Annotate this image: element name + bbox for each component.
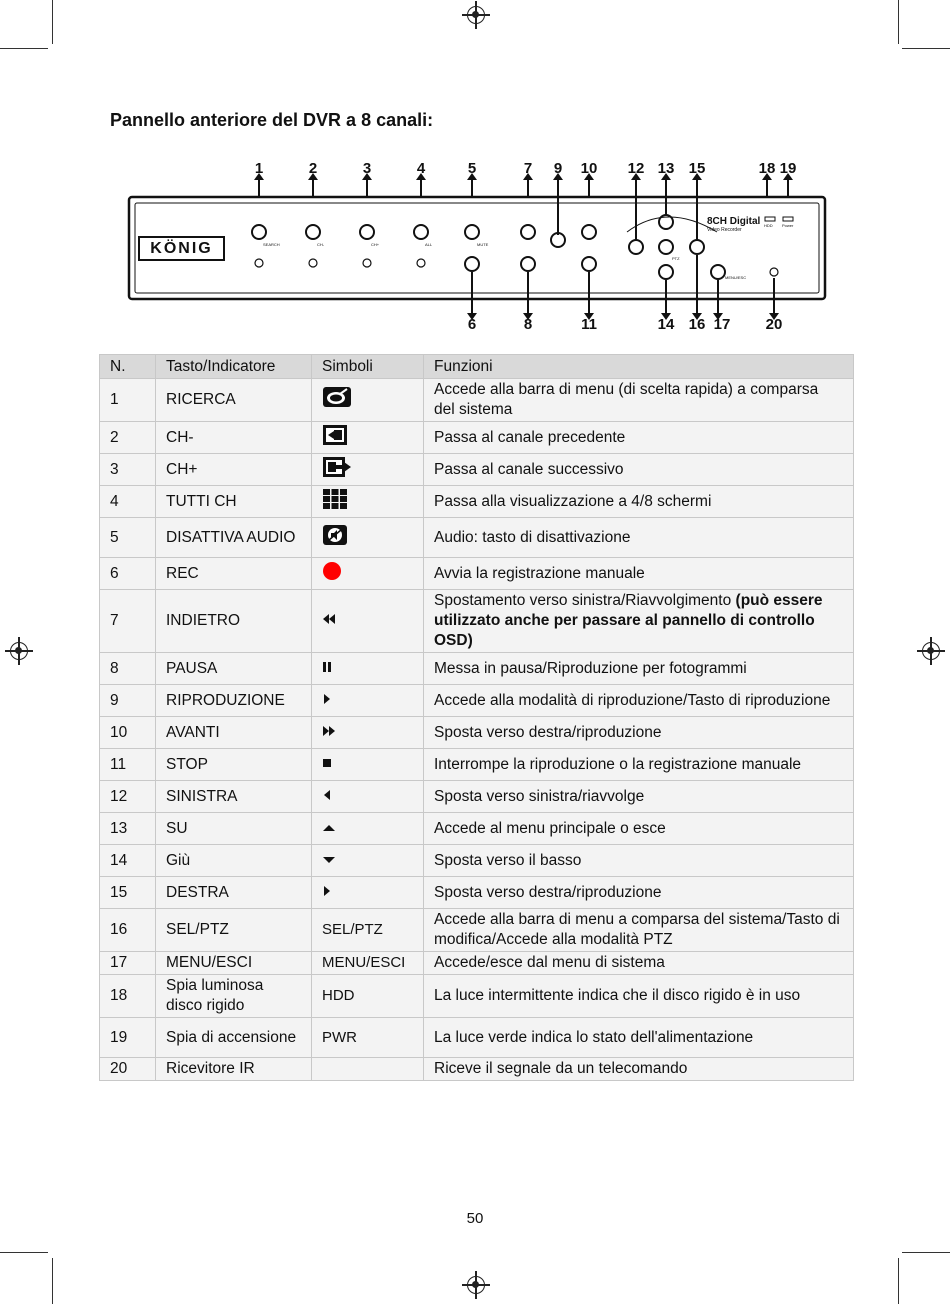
table-row bbox=[100, 653, 854, 685]
table-row bbox=[100, 781, 854, 813]
callout-6: 6 bbox=[467, 316, 477, 333]
table-row bbox=[100, 749, 854, 781]
row-function bbox=[424, 975, 854, 1018]
row-key-name: RICERCA bbox=[156, 379, 312, 422]
table-row bbox=[100, 717, 854, 749]
row-number: 3 bbox=[100, 454, 156, 486]
row-key-name: STOP bbox=[156, 749, 312, 781]
panel-label-all: ALL bbox=[425, 242, 433, 247]
up-icon bbox=[322, 823, 336, 833]
row-function bbox=[424, 749, 854, 781]
play-icon bbox=[322, 693, 332, 705]
page-number: 50 bbox=[466, 1210, 484, 1227]
header-function: Funzioni bbox=[424, 355, 854, 379]
row-symbol bbox=[312, 975, 424, 1018]
row-number: 11 bbox=[100, 749, 156, 781]
function-text: Spostamento verso sinistra/Riavvolgimento bbox=[434, 592, 736, 609]
table-row bbox=[100, 1018, 854, 1058]
row-function bbox=[424, 454, 854, 486]
row-symbol bbox=[312, 1018, 424, 1058]
table-row bbox=[100, 379, 854, 422]
header-symbol: Simboli bbox=[312, 355, 424, 379]
panel-label-mute: MUTE bbox=[477, 242, 489, 247]
crop-mark bbox=[0, 1252, 48, 1253]
dvr-front-panel-diagram bbox=[127, 160, 827, 335]
panel-model-sublabel: Video Recorder bbox=[707, 227, 742, 233]
search-icon bbox=[322, 386, 352, 408]
row-function bbox=[424, 590, 854, 653]
row-symbol bbox=[312, 717, 424, 749]
row-number: 15 bbox=[100, 877, 156, 909]
callout-11: 11 bbox=[581, 316, 597, 333]
table-row bbox=[100, 975, 854, 1018]
callout-15: 15 bbox=[688, 160, 706, 177]
table-row bbox=[100, 558, 854, 590]
row-function bbox=[424, 845, 854, 877]
symbol-text: SEL/PTZ bbox=[322, 921, 383, 938]
row-key-name: CH- bbox=[156, 422, 312, 454]
table-row bbox=[100, 909, 854, 952]
left-icon bbox=[322, 789, 332, 801]
function-text: Accede al menu principale o esce bbox=[434, 819, 666, 837]
row-function bbox=[424, 781, 854, 813]
callout-7: 7 bbox=[523, 160, 533, 177]
callout-17: 17 bbox=[713, 316, 731, 333]
table-row bbox=[100, 952, 854, 975]
row-number: 20 bbox=[100, 1058, 156, 1081]
row-number: 2 bbox=[100, 422, 156, 454]
callout-1: 1 bbox=[254, 160, 264, 177]
header-number: N. bbox=[100, 355, 156, 379]
row-number: 5 bbox=[100, 518, 156, 558]
table-row bbox=[100, 845, 854, 877]
table-row bbox=[100, 518, 854, 558]
table-header-row bbox=[100, 355, 854, 379]
crop-mark bbox=[902, 1252, 950, 1253]
stop-icon bbox=[322, 757, 332, 769]
callout-5: 5 bbox=[467, 160, 477, 177]
row-symbol bbox=[312, 749, 424, 781]
function-text: Messa in pausa/Riproduzione per fotogrammi bbox=[434, 659, 747, 677]
row-function bbox=[424, 1058, 854, 1081]
function-text: Interrompe la riproduzione o la registrazione manuale bbox=[434, 755, 802, 773]
row-symbol bbox=[312, 486, 424, 518]
symbol-text: PWR bbox=[322, 1028, 357, 1046]
row-key-name: CH+ bbox=[156, 454, 312, 486]
row-number: 14 bbox=[100, 845, 156, 877]
channel-down-icon bbox=[322, 424, 348, 446]
table-row bbox=[100, 454, 854, 486]
function-text: Sposta verso destra/riproduzione bbox=[434, 723, 662, 741]
callout-18: 18 bbox=[758, 160, 776, 177]
row-function bbox=[424, 379, 854, 422]
row-function bbox=[424, 877, 854, 909]
callout-9: 9 bbox=[553, 160, 563, 177]
row-function bbox=[424, 558, 854, 590]
row-symbol bbox=[312, 952, 424, 975]
row-number: 4 bbox=[100, 486, 156, 518]
dvr-front-panel-drawing bbox=[127, 160, 827, 335]
callout-16: 16 bbox=[688, 316, 706, 333]
function-text: La luce verde indica lo stato dell'alimentazione bbox=[434, 1028, 754, 1046]
row-symbol bbox=[312, 454, 424, 486]
symbol-text: MENU/ESCI bbox=[322, 954, 406, 971]
row-key-name: MENU/ESCI bbox=[156, 952, 312, 975]
row-symbol bbox=[312, 877, 424, 909]
row-symbol bbox=[312, 909, 424, 952]
row-symbol bbox=[312, 379, 424, 422]
row-symbol bbox=[312, 590, 424, 653]
registration-mark-icon bbox=[467, 6, 485, 24]
panel-label-search: SEARCH bbox=[263, 242, 280, 247]
crop-mark bbox=[902, 48, 950, 49]
panel-label-ch-up: CH+ bbox=[371, 242, 380, 247]
function-text: Riceve il segnale da un telecomando bbox=[434, 1060, 688, 1077]
row-key-name: Spia luminosa disco rigido bbox=[156, 975, 312, 1018]
row-function bbox=[424, 422, 854, 454]
callout-20: 20 bbox=[765, 316, 783, 333]
registration-mark-icon bbox=[467, 1276, 485, 1294]
row-key-name: SINISTRA bbox=[156, 781, 312, 813]
table-row bbox=[100, 685, 854, 717]
table-row bbox=[100, 590, 854, 653]
table-row bbox=[100, 422, 854, 454]
row-number: 9 bbox=[100, 685, 156, 717]
row-symbol bbox=[312, 558, 424, 590]
row-symbol bbox=[312, 422, 424, 454]
crop-mark bbox=[52, 0, 53, 44]
row-number: 19 bbox=[100, 1018, 156, 1058]
crop-mark bbox=[0, 48, 48, 49]
function-text: La luce intermittente indica che il disco rigido è in uso bbox=[434, 987, 801, 1004]
panel-label-hdd: HDD bbox=[764, 223, 773, 228]
row-number: 8 bbox=[100, 653, 156, 685]
crop-mark bbox=[52, 1258, 53, 1304]
row-function bbox=[424, 813, 854, 845]
table-row bbox=[100, 877, 854, 909]
function-text: Sposta verso sinistra/riavvolge bbox=[434, 787, 645, 805]
pause-icon bbox=[322, 661, 332, 673]
row-key-name: Spia di accensione bbox=[156, 1018, 312, 1058]
panel-label-menu: MENU/ESC bbox=[725, 275, 747, 280]
row-function bbox=[424, 486, 854, 518]
row-number: 1 bbox=[100, 379, 156, 422]
row-function bbox=[424, 518, 854, 558]
callout-4: 4 bbox=[416, 160, 426, 177]
row-key-name: Giù bbox=[156, 845, 312, 877]
function-text: Passa al canale successivo bbox=[434, 460, 624, 478]
panel-label-ptz: PTZ bbox=[672, 256, 680, 261]
row-key-name: SU bbox=[156, 813, 312, 845]
table-row bbox=[100, 1058, 854, 1081]
row-number: 6 bbox=[100, 558, 156, 590]
row-symbol bbox=[312, 845, 424, 877]
panel-model-label: 8CH Digital bbox=[707, 216, 761, 227]
row-number: 13 bbox=[100, 813, 156, 845]
panel-brand-logo: KÖNIG bbox=[150, 240, 213, 257]
row-symbol bbox=[312, 685, 424, 717]
row-key-name: INDIETRO bbox=[156, 590, 312, 653]
row-function bbox=[424, 952, 854, 975]
callout-3: 3 bbox=[362, 160, 372, 177]
page-title: Pannello anteriore del DVR a 8 canali: bbox=[110, 110, 434, 130]
crop-mark bbox=[898, 0, 899, 44]
table-row bbox=[100, 813, 854, 845]
row-symbol bbox=[312, 813, 424, 845]
right-icon bbox=[322, 885, 332, 897]
mute-icon bbox=[322, 524, 348, 546]
row-symbol bbox=[312, 1058, 424, 1081]
panel-label-power: Power bbox=[782, 223, 794, 228]
function-text: Sposta verso destra/riproduzione bbox=[434, 883, 662, 901]
crop-mark bbox=[898, 1258, 899, 1304]
row-number: 10 bbox=[100, 717, 156, 749]
row-number: 12 bbox=[100, 781, 156, 813]
row-key-name: DESTRA bbox=[156, 877, 312, 909]
callout-8: 8 bbox=[523, 316, 533, 333]
row-key-name: PAUSA bbox=[156, 653, 312, 685]
row-function bbox=[424, 717, 854, 749]
row-function bbox=[424, 685, 854, 717]
function-text: Accede/esce dal menu di sistema bbox=[434, 954, 665, 971]
callout-14: 14 bbox=[657, 316, 675, 333]
function-text: Accede alla modalità di riproduzione/Tasto di riproduzione bbox=[434, 691, 831, 709]
row-function bbox=[424, 1018, 854, 1058]
function-note: (può essere utilizzato anche per passare al pannello di controllo OSD) bbox=[434, 592, 823, 649]
down-icon bbox=[322, 855, 336, 865]
row-symbol bbox=[312, 781, 424, 813]
function-text: Passa al canale precedente bbox=[434, 428, 626, 446]
header-key: Tasto/Indicatore bbox=[156, 355, 312, 379]
table-row bbox=[100, 486, 854, 518]
callout-12: 12 bbox=[627, 160, 645, 177]
button-function-table bbox=[99, 354, 854, 1081]
callout-19: 19 bbox=[779, 160, 797, 177]
function-text: Sposta verso il basso bbox=[434, 851, 582, 869]
row-key-name: AVANTI bbox=[156, 717, 312, 749]
row-key-name: RIPRODUZIONE bbox=[156, 685, 312, 717]
row-number: 7 bbox=[100, 590, 156, 653]
grid-icon bbox=[322, 488, 348, 510]
registration-mark-icon bbox=[10, 642, 28, 660]
row-key-name: REC bbox=[156, 558, 312, 590]
row-function bbox=[424, 653, 854, 685]
row-symbol bbox=[312, 518, 424, 558]
callout-10: 10 bbox=[580, 160, 598, 177]
row-function bbox=[424, 909, 854, 952]
function-text: Audio: tasto di disattivazione bbox=[434, 528, 631, 546]
function-text: Avvia la registrazione manuale bbox=[434, 564, 645, 582]
row-key-name: Ricevitore IR bbox=[156, 1058, 312, 1081]
function-text: Passa alla visualizzazione a 4/8 schermi bbox=[434, 492, 712, 510]
row-key-name: TUTTI CH bbox=[156, 486, 312, 518]
table-body bbox=[100, 379, 854, 1081]
row-key-name: DISATTIVA AUDIO bbox=[156, 518, 312, 558]
row-number: 18 bbox=[100, 975, 156, 1018]
row-key-name: SEL/PTZ bbox=[156, 909, 312, 952]
callout-2: 2 bbox=[308, 160, 318, 177]
rewind-icon bbox=[322, 613, 336, 625]
symbol-text: HDD bbox=[322, 987, 355, 1004]
row-symbol bbox=[312, 653, 424, 685]
registration-mark-icon bbox=[922, 642, 940, 660]
function-text: Accede alla barra di menu (di scelta rapida) a comparsa del sistema bbox=[434, 381, 819, 418]
fast-forward-icon bbox=[322, 725, 336, 737]
function-text: Accede alla barra di menu a comparsa del sistema/Tasto di modifica/Accede alla modalità PTZ bbox=[434, 911, 840, 948]
row-number: 17 bbox=[100, 952, 156, 975]
panel-label-ch-down: CH- bbox=[317, 242, 325, 247]
channel-up-icon bbox=[322, 456, 352, 478]
callout-13: 13 bbox=[657, 160, 675, 177]
record-icon bbox=[322, 560, 342, 582]
row-number: 16 bbox=[100, 909, 156, 952]
